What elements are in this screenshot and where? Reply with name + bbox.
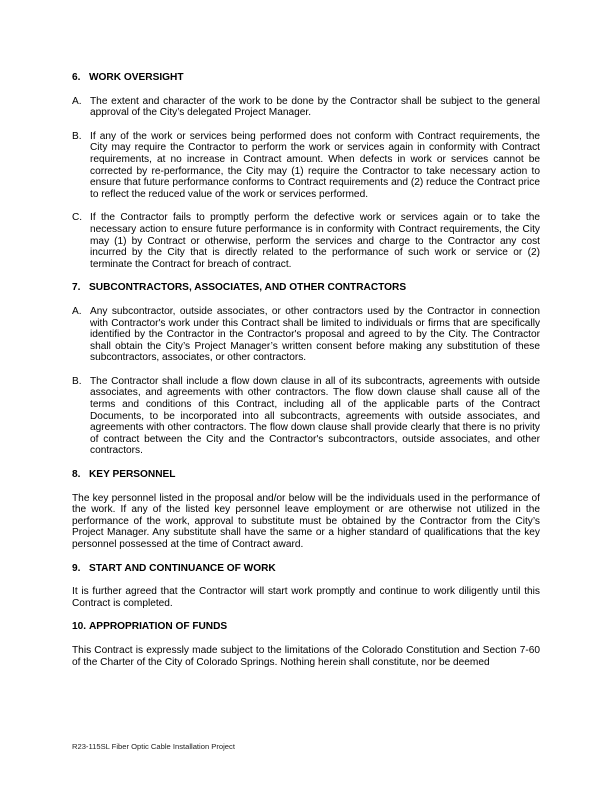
section-paragraph-key-personnel: The key personnel listed in the proposal and/or below will be the individuals used in the performance of the work. If any of the listed key personnel leave employment or are otherwise not utilized in the performance of the work, approval to substitute must be obtained by the Contractor from the City’s Project Manager. Any substitute shall have the same or a higher standard of qualifications that the key personnel possessed at the time of Contract award. (72, 492, 540, 550)
section-heading-start-continuance: 9. START AND CONTINUANCE OF WORK (72, 562, 276, 574)
clause-6b (72, 131, 540, 201)
document-body (72, 64, 540, 668)
clause-7a (72, 306, 540, 364)
section-heading-subcontractors: 7. SUBCONTRACTORS, ASSOCIATES, AND OTHER CONTRACTORS (72, 282, 407, 294)
clause-text: Any subcontractor, outside associates, or other contractors used by the Contractor in connection with Contractor's work under this Contract shall be limited to individuals or firms that are specifically identified by the Contractor in the Contractor's proposal and agreed to by the City. The Contractor shall obtain the City’s Project Manager’s written consent before making any substitution of these subcontractors, associates, or other contractors. (90, 305, 540, 364)
clause-letter: A. (72, 95, 82, 107)
section-heading-appropriation: 10. APPROPRIATION OF FUNDS (72, 621, 228, 633)
section-paragraph-appropriation: This Contract is expressly made subject to the limitations of the Colorado Constitution and Section 7-60 of the Charter of the City of Colorado Springs. Nothing herein shall constitute, nor be deemed (72, 644, 540, 668)
clause-letter: B. (72, 130, 82, 142)
clause-letter: B. (72, 375, 82, 387)
clause-6a (72, 96, 540, 119)
clause-letter: A. (72, 305, 82, 317)
clause-letter: C. (72, 212, 83, 224)
clause-text: The extent and character of the work to be done by the Contractor shall be subject to the general approval of the City’s delegated Project Manager. (90, 95, 540, 119)
clause-text: If any of the work or services being performed does not conform with Contract requirements, the City may require the Contractor to perform the work or services again in conformity with Contract requirements, at no increase in Contract amount. When defects in work or services cannot be corrected by re-performance, the City may (1) require the Contractor to take necessary action to ensure that future performance conforms to Contract requirements and (2) reduce the Contract price to reflect the reduced value of the work or services performed. (90, 130, 540, 200)
section-heading-work-oversight: 6. WORK OVERSIGHT (72, 72, 184, 83)
page-footer: R23-115SL Fiber Optic Cable Installation Project (72, 742, 235, 751)
clause-text: The Contractor shall include a flow down clause in all of its subcontracts, agreements with outside associates, and agreements with other contractors. The flow down clause shall cause all of the terms and conditions of this Contract, including all of the applicable parts of the Contract Documents, to be incorporated into all subcontracts, agreements with outside associates, and agreements with other contractors. The flow down clause shall provide clearly that there is no privity of contract between the City and the Contractor's subcontractors, outside associates, and other contractors. (90, 375, 540, 457)
section-paragraph-start-continuance: It is further agreed that the Contractor will start work promptly and continue to work diligently until this Contract is completed. (72, 586, 540, 609)
section-heading-key-personnel: 8. KEY PERSONNEL (72, 469, 176, 481)
clause-text: If the Contractor fails to promptly perform the defective work or services again or to take the necessary action to ensure future performance is in conformity with Contract requirements, the City may (1) by Contract or otherwise, perform the services and charge to the Contractor any cost incurred by the City that is directly related to the performance of such work or service or (2) terminate the Contract for breach of contract. (90, 212, 540, 270)
clause-6c (72, 212, 540, 270)
clause-7b (72, 376, 540, 457)
